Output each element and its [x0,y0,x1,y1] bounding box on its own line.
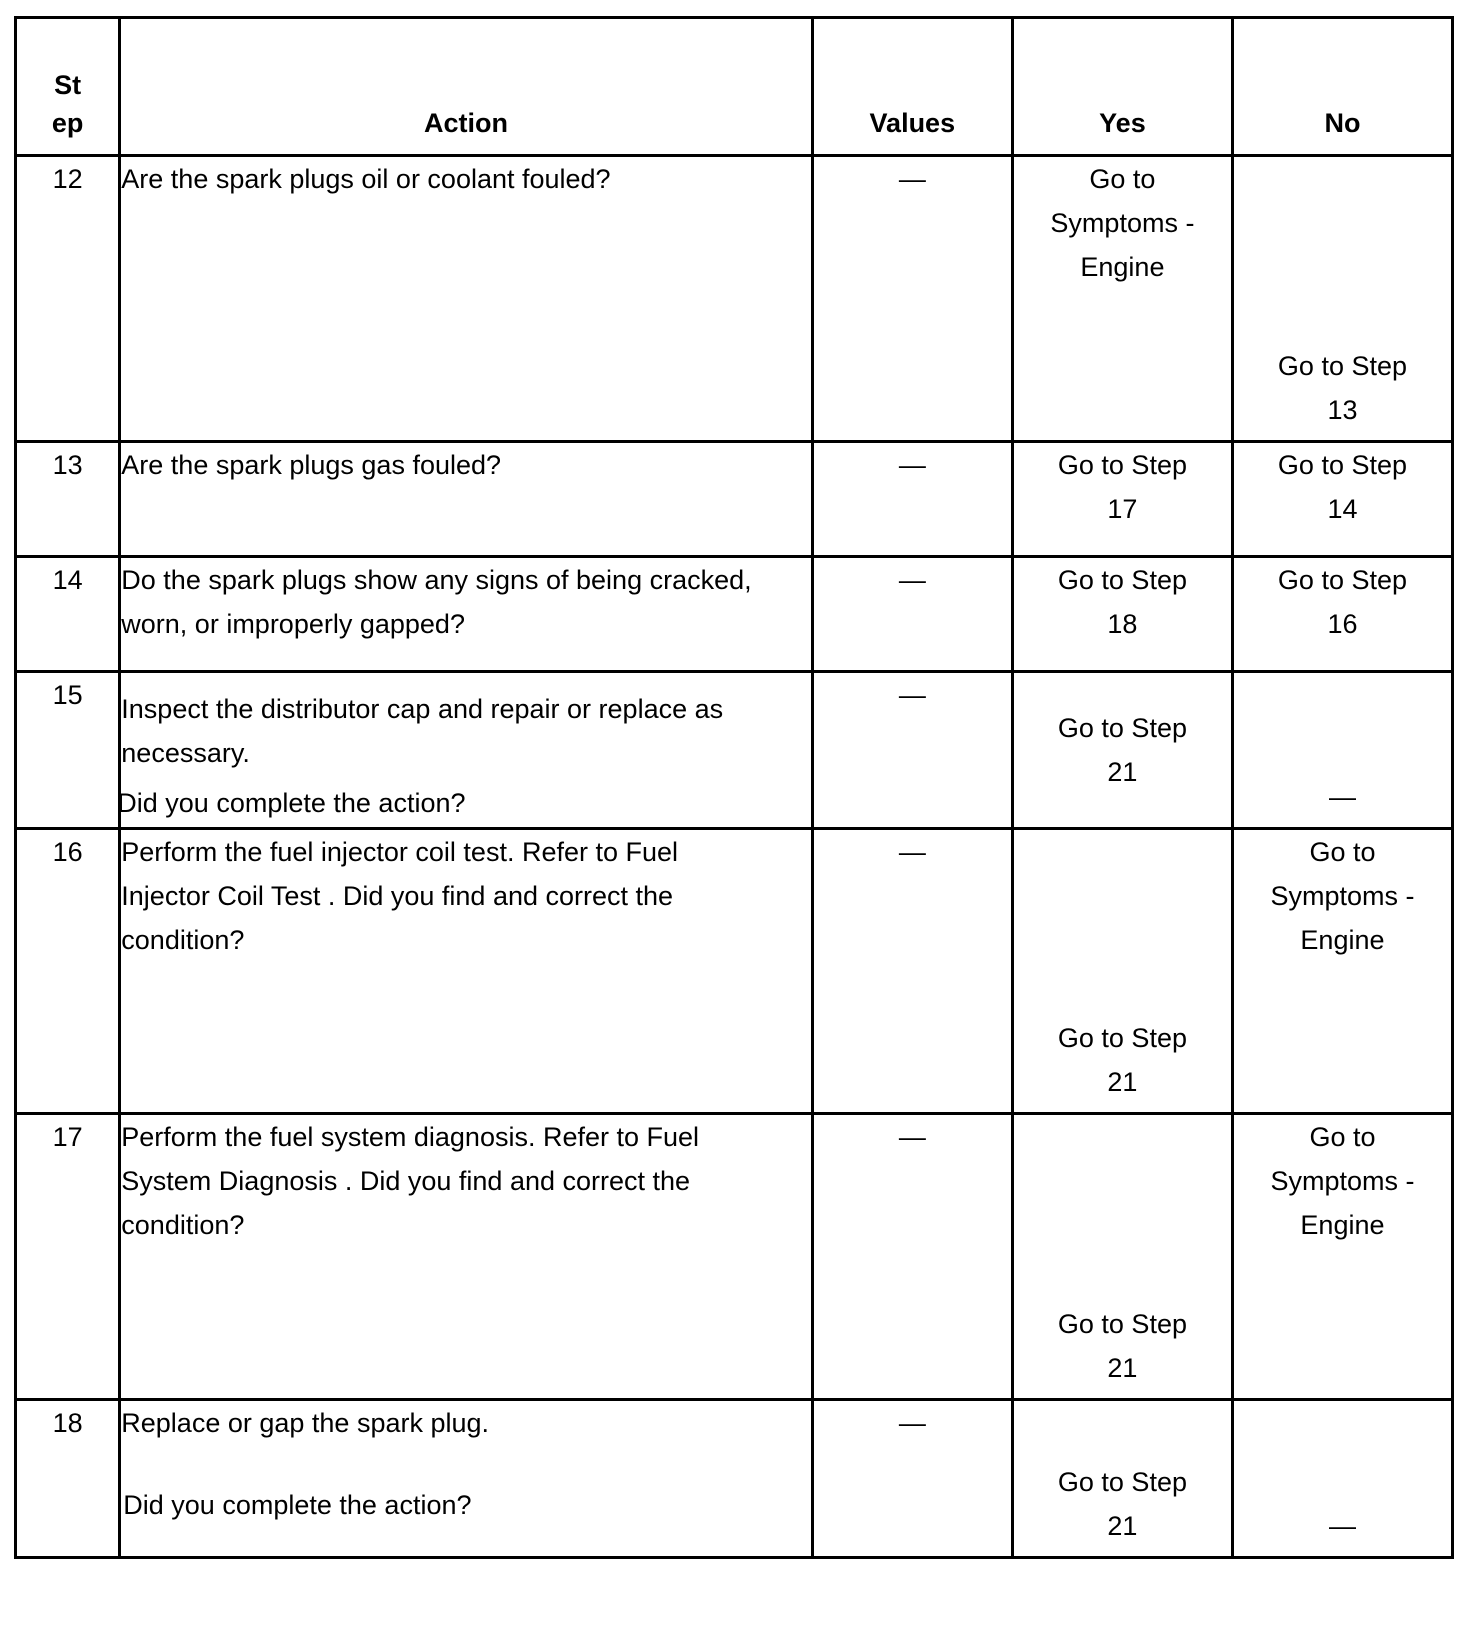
action-text [120,557,812,672]
header-step-line1: St [54,70,82,100]
yes-text: Go to Symptoms - Engine [1050,164,1195,282]
no-text: — [1328,1511,1356,1541]
yes-text: Go to Step 21 [1057,1023,1187,1097]
table-row [16,557,1453,672]
no-cell [1232,156,1452,442]
action-line: Perform the fuel system diagnosis. Refer to Fuel System Diagnosis . Did you find and correct the condition? [121,1122,700,1240]
header-step-line2: ep [51,108,84,138]
table-row [16,829,1453,1114]
action-text [120,442,812,557]
table-row [16,672,1453,829]
values-cell: — [812,442,1012,557]
yes-cell [1012,442,1232,557]
table-row [16,442,1453,557]
yes-cell [1012,1400,1232,1558]
step-number: 14 [16,557,120,672]
step-number: 17 [16,1114,120,1400]
diagnostic-table [14,16,1454,1559]
values-cell: — [812,156,1012,442]
action-line: Are the spark plugs gas fouled? [121,450,502,480]
yes-cell [1012,1114,1232,1400]
values-cell: — [812,1400,1012,1558]
values-cell: — [812,829,1012,1114]
yes-text: Go to Step 17 [1057,450,1187,524]
step-number: 12 [16,156,120,442]
no-text: Go to Step 16 [1277,565,1408,639]
action-text [120,1114,812,1400]
step-number: 16 [16,829,120,1114]
values-cell: — [812,672,1012,829]
header-values: Values [812,18,1012,156]
no-cell [1232,1400,1452,1558]
yes-cell [1012,557,1232,672]
table-row [16,1114,1453,1400]
header-step [16,18,120,156]
no-cell [1232,829,1452,1114]
table-row [16,156,1453,442]
header-no: No [1232,18,1452,156]
action-text [120,156,812,442]
action-line: Perform the fuel injector coil test. Refer to Fuel Injector Coil Test . Did you find and correct the condition? [121,837,679,955]
step-number: 18 [16,1400,120,1558]
yes-text: Go to Step 21 [1057,713,1187,787]
values-cell: — [812,1114,1012,1400]
no-cell [1232,1114,1452,1400]
no-text: Go to Step 13 [1277,351,1408,425]
header-action: Action [120,18,812,156]
no-cell [1232,557,1452,672]
yes-text: Go to Step 21 [1057,1309,1187,1383]
header-row [16,18,1453,156]
action-text [120,1400,812,1558]
action-line: Do the spark plugs show any signs of being cracked, worn, or improperly gapped? [121,565,752,639]
header-yes: Yes [1012,18,1232,156]
action-line: Are the spark plugs oil or coolant fouled? [121,164,611,194]
yes-cell [1012,829,1232,1114]
action-question: Did you complete the action? [117,788,466,818]
yes-cell [1012,156,1232,442]
action-line: Inspect the distributor cap and repair or replace as necessary. [121,694,724,768]
action-text [117,672,812,829]
yes-cell [1012,672,1232,829]
no-text: — [1328,782,1356,812]
step-number: 13 [16,442,120,557]
no-text: Go to Symptoms - Engine [1270,837,1415,955]
values-cell: — [812,557,1012,672]
no-text: Go to Step 14 [1277,450,1408,524]
step-number: 15 [16,672,120,829]
action-line: Replace or gap the spark plug. [121,1408,490,1438]
action-text [120,829,812,1114]
table-row [16,1400,1453,1558]
no-cell [1232,672,1452,829]
yes-text: Go to Step 18 [1057,565,1187,639]
action-question: Did you complete the action? [123,1490,472,1520]
no-text: Go to Symptoms - Engine [1270,1122,1415,1240]
no-cell [1232,442,1452,557]
yes-text: Go to Step 21 [1057,1467,1187,1541]
